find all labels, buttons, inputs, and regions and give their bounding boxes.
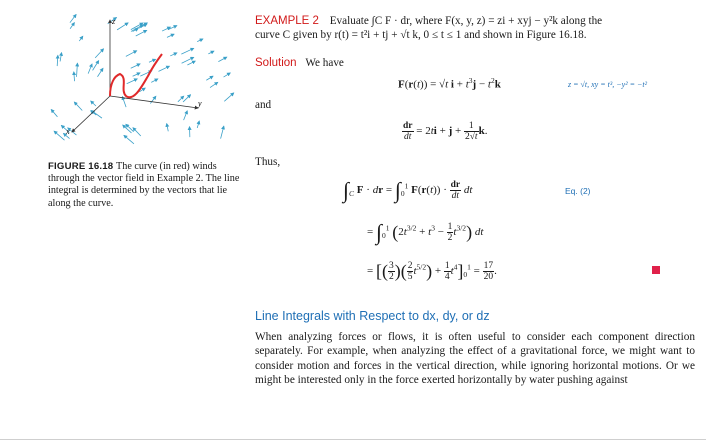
- field-arrow: [210, 82, 218, 87]
- field-arrow: [79, 36, 83, 41]
- y-axis: [110, 96, 198, 108]
- field-arrow: [221, 126, 224, 138]
- field-arrow: [136, 30, 147, 36]
- field-arrow: [54, 131, 64, 140]
- field-arrow: [197, 39, 203, 42]
- end-of-example-marker: [652, 266, 660, 274]
- example-statement: [255, 14, 687, 42]
- field-arrow: [131, 64, 140, 68]
- field-arrow: [74, 72, 75, 81]
- field-arrow: [70, 23, 74, 29]
- side-note: z = √t, xy = t³, −y² = −t²: [568, 80, 648, 89]
- solution-line: [255, 56, 344, 70]
- field-arrow: [133, 128, 141, 136]
- vector-field-arrows: [51, 14, 234, 143]
- field-arrow: [149, 59, 156, 62]
- field-arrow: [181, 48, 193, 54]
- field-arrow: [95, 49, 103, 58]
- page-bottom-border: [0, 439, 706, 440]
- z-axis-label: z: [112, 17, 116, 26]
- field-arrow: [167, 34, 174, 37]
- field-arrow: [123, 125, 132, 133]
- field-arrow: [206, 76, 213, 80]
- field-arrow: [117, 23, 128, 30]
- field-arrow: [159, 66, 170, 71]
- field-arrow: [77, 63, 78, 77]
- field-arrow: [170, 53, 177, 56]
- vector-field-figure: [48, 14, 238, 154]
- field-arrow: [183, 95, 191, 102]
- field-arrow: [70, 14, 76, 22]
- integral-line-2: = $\int_0^1$ ($2t^{3/2} + t^3$ − $\frac{1}{2}$ $t^{3/2}$) dt: [367, 219, 484, 245]
- field-arrow: [151, 79, 158, 82]
- solution-label: Solution: [255, 57, 297, 69]
- field-arrow: [127, 79, 138, 84]
- field-arrow: [74, 102, 82, 110]
- field-arrow: [224, 93, 233, 101]
- and-text: and: [255, 99, 272, 111]
- red-curve: [110, 54, 162, 97]
- section-heading: Line Integrals with Respect to dx, dy, or dz: [255, 309, 490, 323]
- field-arrow: [197, 121, 199, 128]
- integral-line-1: $\int_C$ F · dr = $\int_0^1$ F(r(t)) · $\frac{dr}{dt}$ dt: [343, 177, 473, 203]
- integral-line-3: = [( $\frac{3}{2}$ )( $\frac{2}{5}$ $t^{5/2}$) + $\frac{1}{4}$ $t^4]_0^1$ = $\frac{17}{20}$ .: [367, 261, 497, 282]
- field-arrow: [184, 111, 188, 120]
- field-arrow: [133, 73, 140, 76]
- field-arrow: [88, 64, 92, 74]
- field-arrow: [51, 109, 57, 116]
- equation-dr-dt: $\frac{dr}{dt}$ = 2ti + j + $\frac{1}{2√t}$ k.: [403, 121, 488, 142]
- example-line-2: curve C given by r(t) = t²i + tj + √t k, 0 ≤ t ≤ 1 and shown in Figure 16.18.: [255, 29, 587, 41]
- thus-text: Thus,: [255, 156, 281, 168]
- example-line-1: Evaluate ∫C F · dr, where F(x, y, z) = zi + xyj − y²k along the: [329, 15, 603, 27]
- x-axis-label: x: [66, 127, 70, 136]
- field-arrow: [126, 124, 134, 131]
- example-label: EXAMPLE 2: [255, 15, 319, 27]
- field-arrow: [218, 57, 226, 61]
- y-axis-label: y: [198, 99, 202, 108]
- field-arrow: [93, 61, 99, 71]
- field-arrow: [57, 55, 58, 66]
- field-arrow: [178, 96, 184, 102]
- section-paragraph: When analyzing forces or flows, it is often useful to consider each component direction separately. For example, when analyzing the effect of a gravitational force, we might want to consider motion and forces in the vertical direction, while ignoring horizontal motions. Or we might be interested only in the force exerted horizontally by water pushing against: [255, 331, 695, 386]
- figure-caption: [48, 161, 244, 210]
- field-arrow: [187, 61, 195, 65]
- figure-caption-text: The curve (in red) winds through the vector field in Example 2. The line integral is determined by the vectors that lie along the curve.: [48, 161, 240, 209]
- field-arrow: [97, 68, 103, 76]
- field-arrow: [124, 135, 134, 143]
- field-arrow: [224, 73, 231, 77]
- field-arrow: [167, 124, 169, 132]
- field-arrow: [126, 51, 137, 57]
- field-arrow: [91, 101, 96, 106]
- field-arrow: [208, 51, 214, 54]
- equation-f-of-r: F(r(t)) = √t $i + t^3j - t^2k$: [398, 76, 501, 91]
- equation-reference: Eq. (2): [565, 186, 591, 196]
- solution-text: We have: [305, 57, 344, 69]
- figure-label: FIGURE 16.18: [48, 161, 114, 172]
- field-arrow: [60, 53, 61, 62]
